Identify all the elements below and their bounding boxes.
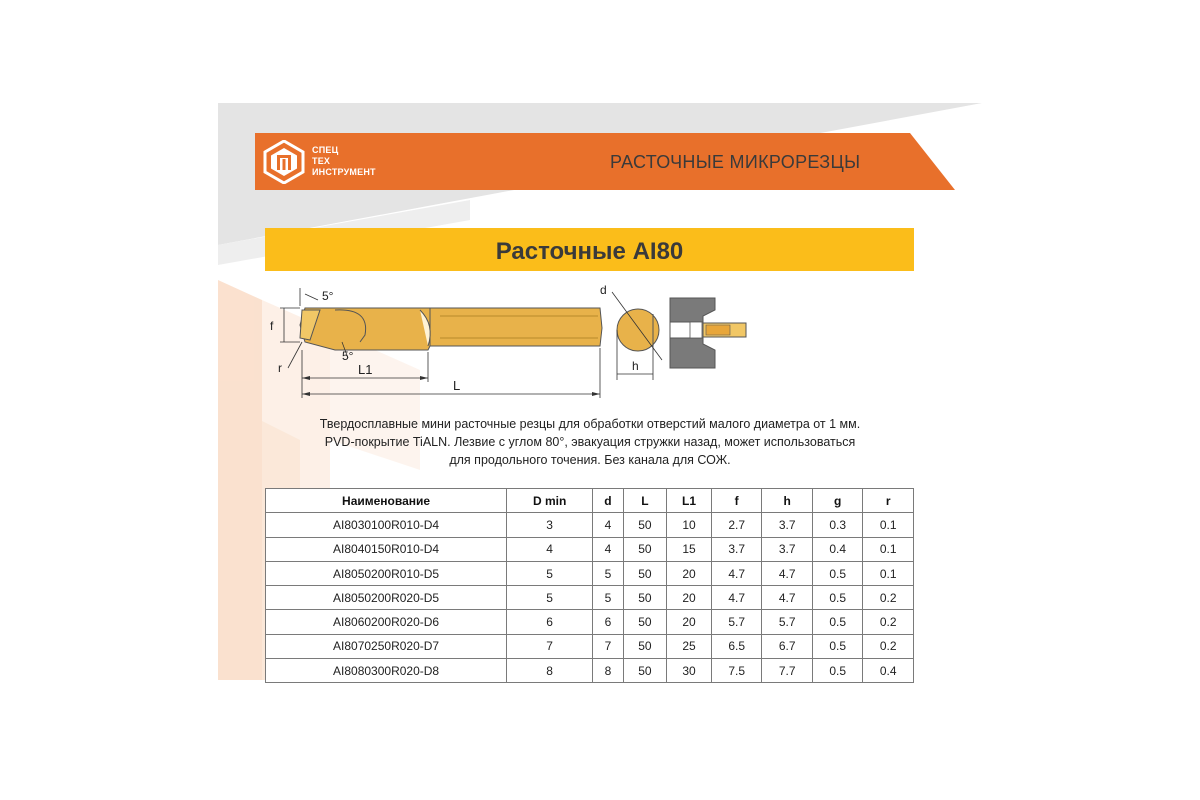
description-line-2: PVD-покрытие TiALN. Лезвие с углом 80°, эвакуация стружки назад, может использоваться	[324, 435, 856, 449]
cell-L1: 25	[667, 634, 712, 658]
cell-L1: 15	[667, 537, 712, 561]
cell-dmin: 4	[507, 537, 593, 561]
cell-dmin: 7	[507, 634, 593, 658]
cell-name: AI8050200R020-D5	[266, 586, 507, 610]
cell-d: 4	[593, 513, 624, 537]
brand-name	[312, 145, 376, 178]
label-h: h	[632, 359, 639, 373]
table-row	[266, 561, 914, 585]
cell-h: 3.7	[762, 537, 813, 561]
table-row	[266, 513, 914, 537]
cell-r: 0.4	[863, 659, 914, 683]
cell-h: 6.7	[762, 634, 813, 658]
table-row	[266, 659, 914, 683]
angle-bottom-label: 5°	[342, 349, 354, 363]
cell-d: 8	[593, 659, 624, 683]
header-dmin: D min	[507, 489, 593, 513]
cell-L: 50	[623, 513, 666, 537]
cell-d: 5	[593, 561, 624, 585]
table-row	[266, 610, 914, 634]
cell-r: 0.1	[863, 513, 914, 537]
cell-g: 0.3	[812, 513, 863, 537]
cell-L1: 30	[667, 659, 712, 683]
cell-dmin: 8	[507, 659, 593, 683]
label-L1: L1	[358, 362, 373, 377]
holder-view	[670, 298, 746, 368]
cell-name: AI8070250R020-D7	[266, 634, 507, 658]
product-description	[270, 415, 910, 469]
header-g: g	[812, 489, 863, 513]
brand-line-1: СПЕЦ	[312, 145, 339, 155]
cell-name: AI8050200R010-D5	[266, 561, 507, 585]
angle-top-label: 5°	[322, 289, 334, 303]
label-r: r	[278, 361, 282, 375]
cell-f: 2.7	[711, 513, 762, 537]
cell-r: 0.2	[863, 610, 914, 634]
cell-r: 0.1	[863, 537, 914, 561]
description-line-3: для продольного точения. Без канала для СОЖ.	[449, 453, 731, 467]
cell-f: 3.7	[711, 537, 762, 561]
cell-d: 5	[593, 586, 624, 610]
specifications-table	[265, 488, 914, 683]
cell-h: 3.7	[762, 513, 813, 537]
cell-L: 50	[623, 610, 666, 634]
boring-bar-side-view	[300, 308, 602, 350]
cell-dmin: 5	[507, 586, 593, 610]
table-row	[266, 537, 914, 561]
cell-L1: 20	[667, 586, 712, 610]
cell-d: 6	[593, 610, 624, 634]
cell-g: 0.5	[812, 634, 863, 658]
logo-icon	[262, 140, 306, 184]
cell-h: 4.7	[762, 561, 813, 585]
cell-g: 0.4	[812, 537, 863, 561]
cell-g: 0.5	[812, 610, 863, 634]
description-line-1: Твердосплавные мини расточные резцы для обработки отверстий малого диаметра от 1 мм.	[319, 417, 861, 431]
label-f: f	[270, 319, 274, 333]
page-title: РАСТОЧНЫЕ МИКРОРЕЗЦЫ	[610, 152, 861, 172]
cell-h: 4.7	[762, 586, 813, 610]
table-header-row	[266, 489, 914, 513]
cell-f: 4.7	[711, 586, 762, 610]
cell-d: 7	[593, 634, 624, 658]
cell-f: 5.7	[711, 610, 762, 634]
cell-name: AI8040150R010-D4	[266, 537, 507, 561]
cell-r: 0.2	[863, 586, 914, 610]
cell-L1: 20	[667, 561, 712, 585]
cell-f: 4.7	[711, 561, 762, 585]
cell-f: 6.5	[711, 634, 762, 658]
table-row	[266, 586, 914, 610]
cell-g: 0.5	[812, 659, 863, 683]
cell-L: 50	[623, 561, 666, 585]
label-L: L	[453, 378, 461, 393]
cell-name: AI8080300R020-D8	[266, 659, 507, 683]
brand-line-2: ТЕХ	[312, 156, 331, 166]
header-d: d	[593, 489, 624, 513]
cell-h: 7.7	[762, 659, 813, 683]
cell-dmin: 5	[507, 561, 593, 585]
product-title: Расточные AI80	[495, 238, 684, 265]
cell-L1: 10	[667, 513, 712, 537]
header-h: h	[762, 489, 813, 513]
cell-dmin: 6	[507, 610, 593, 634]
cell-g: 0.5	[812, 586, 863, 610]
header-name: Наименование	[266, 489, 507, 513]
header-L: L	[623, 489, 666, 513]
cell-L: 50	[623, 537, 666, 561]
header-f: f	[711, 489, 762, 513]
cell-f: 7.5	[711, 659, 762, 683]
header-r: r	[863, 489, 914, 513]
cell-L1: 20	[667, 610, 712, 634]
cell-g: 0.5	[812, 561, 863, 585]
tool-drawing	[260, 280, 760, 410]
cell-L: 50	[623, 634, 666, 658]
label-d: d	[600, 283, 607, 297]
cell-L: 50	[623, 586, 666, 610]
header-L1: L1	[667, 489, 712, 513]
cell-h: 5.7	[762, 610, 813, 634]
cell-name: AI8060200R020-D6	[266, 610, 507, 634]
brand-line-3: ИНСТРУМЕНТ	[312, 167, 376, 177]
cell-L: 50	[623, 659, 666, 683]
cell-name: AI8030100R010-D4	[266, 513, 507, 537]
cell-dmin: 3	[507, 513, 593, 537]
cell-r: 0.2	[863, 634, 914, 658]
cell-d: 4	[593, 537, 624, 561]
table-row	[266, 634, 914, 658]
cell-r: 0.1	[863, 561, 914, 585]
